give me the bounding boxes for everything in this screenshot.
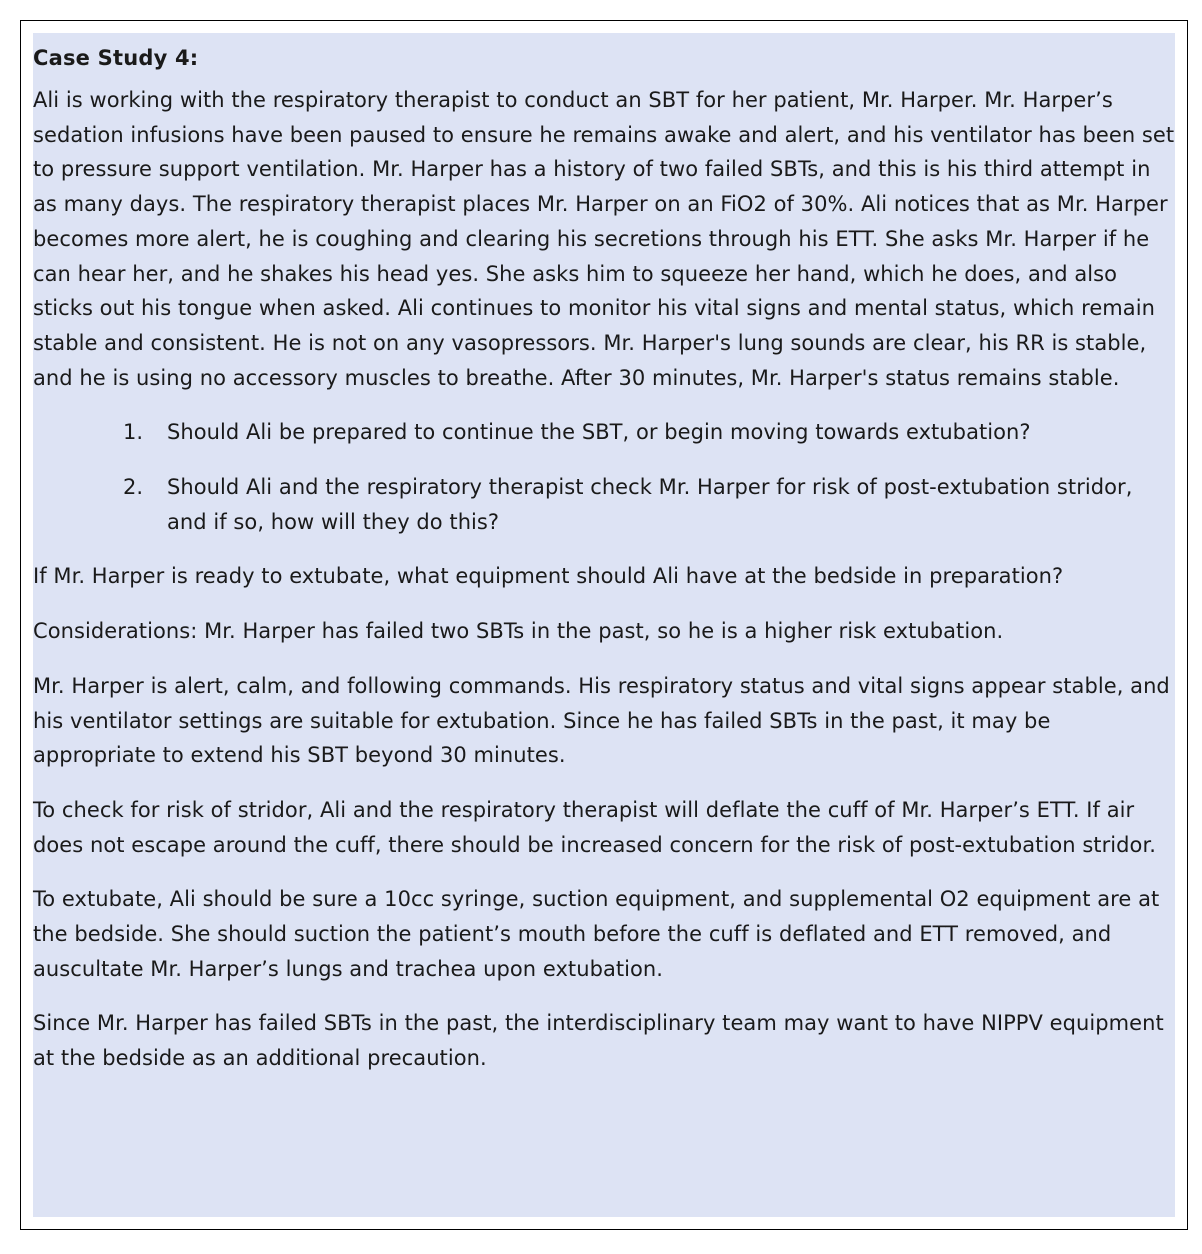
question-list bbox=[33, 415, 1175, 539]
equipment-question: If Mr. Harper is ready to extubate, what equipment should Ali have at the bedside in preparation? bbox=[33, 564, 1064, 589]
case-intro-paragraph: Ali is working with the respiratory therapist to conduct an SBT for her patient, Mr. Harper. Mr. Harper’s sedation infusions have been paused to ensure he remains awake and alert, and his ventilator has been set to pressure support ventilation. Mr. Harper has a history of two failed SBTs, and this is his third attempt in as many days. The respiratory therapist places Mr. Harper on an FiO2 of 30%. Ali notices that as Mr. Harper becomes more alert, he is coughing and clearing his secretions through his ETT. She asks Mr. Harper if he can hear her, and he shakes his head yes. She asks him to squeeze her hand, which he does, and also sticks out his tongue when asked. Ali continues to monitor his vital signs and mental status, which remain stable and consistent. He is not on any vasopressors. Mr. Harper's lung sounds are clear, his RR is stable, and he is using no accessory muscles to breathe. After 30 minutes, Mr. Harper's status remains stable. bbox=[33, 88, 1175, 390]
answer-paragraph-2: To check for risk of stridor, Ali and the respiratory therapist will deflate the cuff of Mr. Harper’s ETT. If air does not escape around the cuff, there should be increased concern for the risk of post-extubation stridor. bbox=[33, 797, 1156, 857]
list-item bbox=[33, 470, 1175, 539]
question-text: Should Ali be prepared to continue the SBT, or begin moving towards extubation? bbox=[167, 420, 1031, 445]
question-number: 2. bbox=[123, 475, 144, 500]
question-number: 1. bbox=[123, 420, 144, 445]
case-study-panel bbox=[33, 33, 1175, 1217]
considerations-paragraph: Considerations: Mr. Harper has failed two SBTs in the past, so he is a higher risk extubation. bbox=[33, 619, 1004, 644]
answer-paragraph-1: Mr. Harper is alert, calm, and following commands. His respiratory status and vital signs appear stable, and his ventilator settings are suitable for extubation. Since he has failed SBTs in the past, it may be appropriate to extend his SBT beyond 30 minutes. bbox=[33, 673, 1170, 768]
question-text: Should Ali and the respiratory therapist check Mr. Harper for risk of post-extubation stridor, and if so, how will they do this? bbox=[167, 475, 1133, 534]
case-study-frame bbox=[20, 20, 1188, 1230]
case-study-title: Case Study 4: bbox=[33, 46, 199, 70]
answer-paragraph-4: Since Mr. Harper has failed SBTs in the past, the interdisciplinary team may want to have NIPPV equipment at the bedside as an additional precaution. bbox=[33, 1011, 1164, 1071]
answer-paragraph-3: To extubate, Ali should be sure a 10cc syringe, suction equipment, and supplemental O2 equipment are at the bedside. She should suction the patient’s mouth before the cuff is deflated and ETT removed, and auscultate Mr. Harper’s lungs and trachea upon extubation. bbox=[33, 887, 1160, 981]
list-item bbox=[33, 415, 1175, 450]
